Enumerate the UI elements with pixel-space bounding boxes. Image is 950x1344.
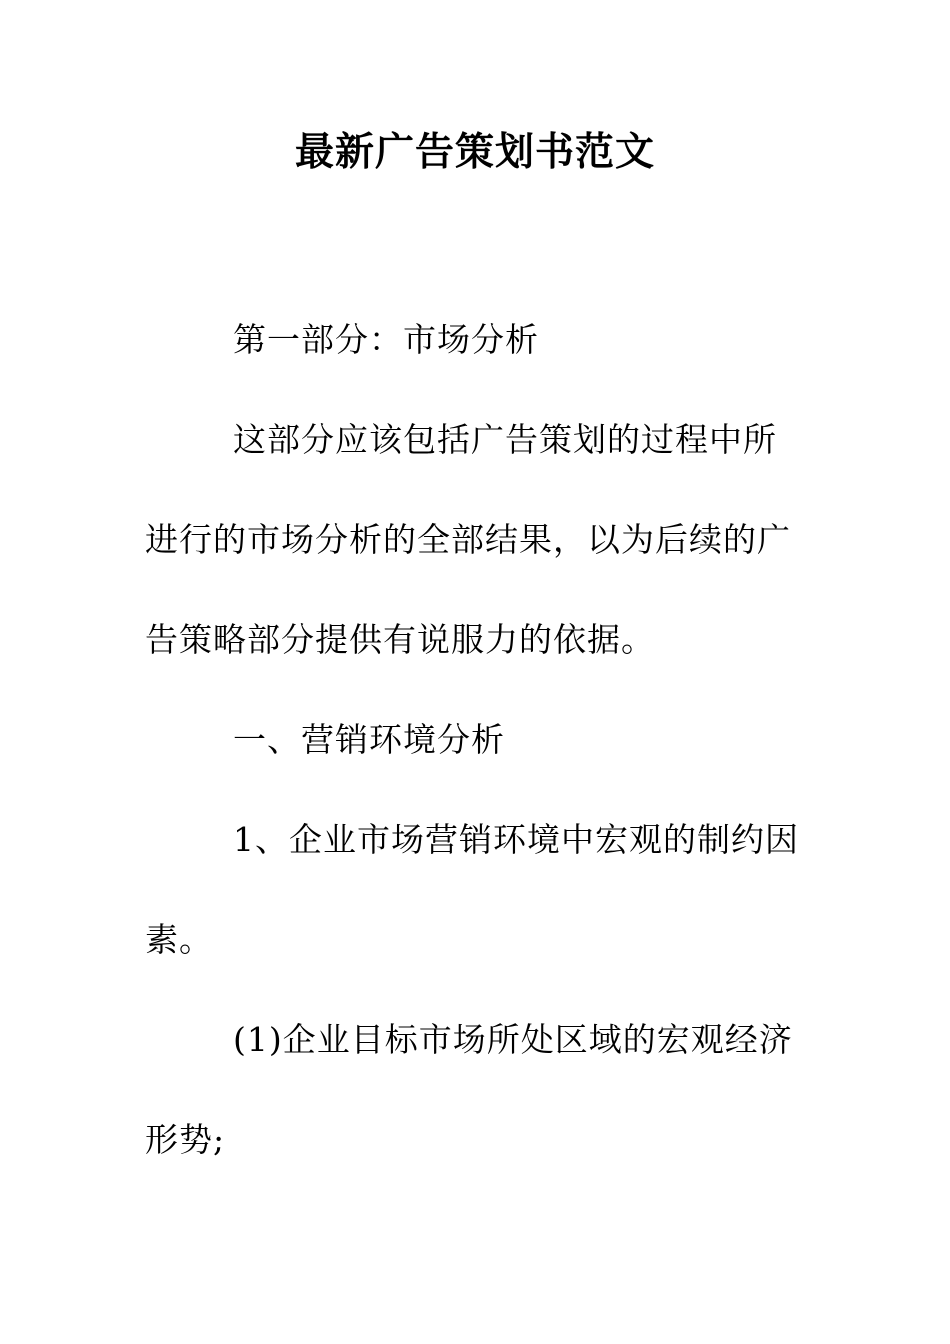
list-item-economic-situation: (1)企业目标市场所处区域的宏观经济形势; <box>145 1020 793 1159</box>
document-title: 最新广告策划书范文 <box>294 129 655 175</box>
list-item-macro-factors: 1、企业市场营销环境中宏观的制约因素。 <box>145 820 799 959</box>
subsection-heading-marketing-environment: 一、营销环境分析 <box>233 720 505 759</box>
paragraph-intro: 这部分应该包括广告策划的过程中所进行的市场分析的全部结果，以为后续的广告策略部分提供有说服力的依据。 <box>145 420 791 659</box>
document-body <box>145 290 805 1190</box>
section-heading-market-analysis: 第一部分：市场分析 <box>233 320 539 359</box>
